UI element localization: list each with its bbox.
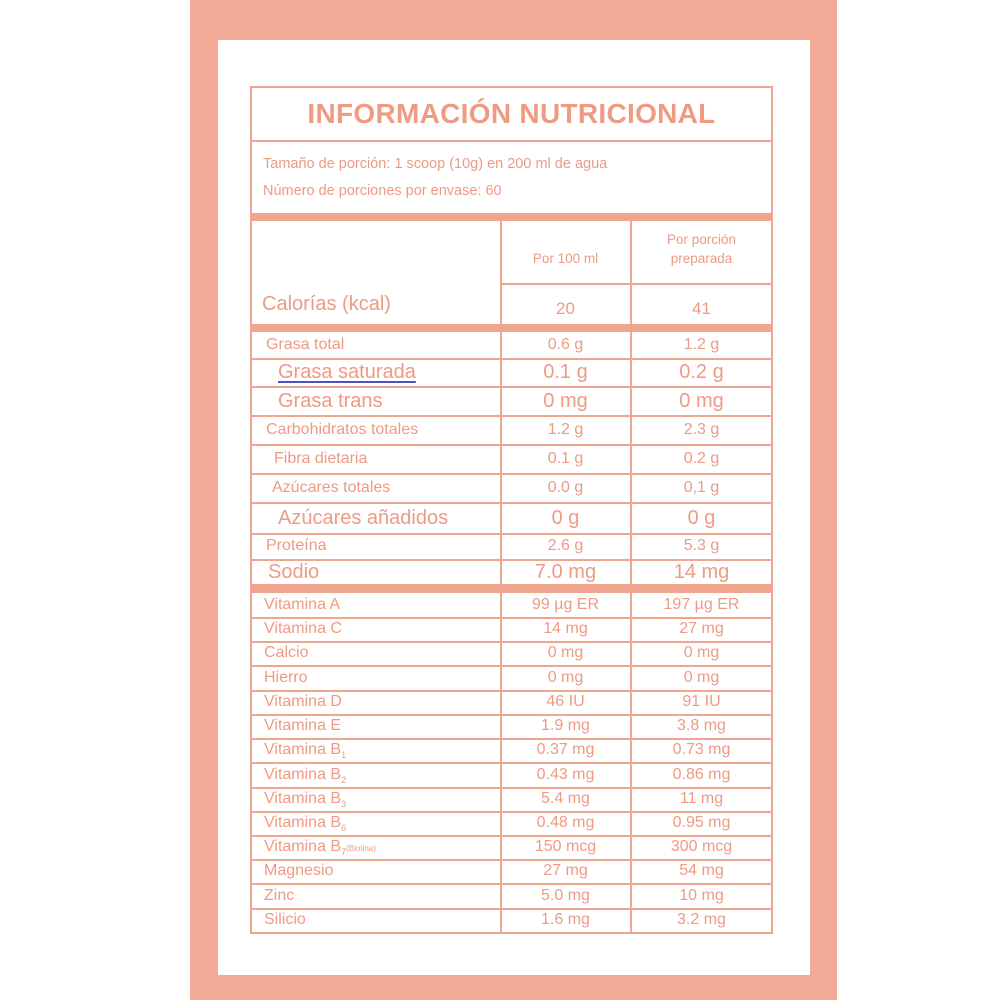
- vitamin-per-serving: 0 mg: [683, 669, 720, 686]
- nutrient-per-serving: 2.3 g: [683, 421, 720, 438]
- nutrient-per-100: 0.1 g: [543, 361, 588, 383]
- vitamin-per-100: 0.37 mg: [536, 741, 595, 758]
- vitamin-name: Vitamina E: [264, 717, 342, 734]
- vitamin-per-serving: 0.86 mg: [672, 766, 731, 783]
- vitamin-row: [252, 618, 771, 642]
- vitamin-per-serving: 197 µg ER: [663, 596, 740, 613]
- vitamin-per-100: 99 µg ER: [531, 596, 600, 613]
- vitamin-name: Vitamina A: [264, 596, 341, 613]
- vitamin-row: [252, 836, 771, 860]
- nutrient-row: [252, 534, 771, 560]
- nutrient-per-100: 0 g: [551, 507, 580, 529]
- vitamin-per-100: 27 mg: [543, 862, 588, 879]
- vitamin-per-serving: 0 mg: [683, 644, 720, 661]
- column-header-per-serving-line2: preparada: [670, 251, 733, 266]
- nutrient-row: [252, 560, 771, 585]
- column-header-per-100: Por 100 ml: [532, 251, 599, 266]
- vitamin-row: [252, 885, 771, 909]
- vitamin-per-serving: 11 mg: [679, 790, 724, 807]
- nutrient-per-100: 2.6 g: [547, 537, 584, 554]
- calories-label: Calorías (kcal): [262, 293, 391, 315]
- nutrient-name: Sodio: [268, 561, 320, 583]
- nutrient-row: [252, 445, 771, 474]
- header-divider: [502, 283, 771, 285]
- vitamin-per-100: 0 mg: [547, 644, 584, 661]
- vitamin-row: [252, 594, 771, 618]
- vitamin-row: [252, 860, 771, 884]
- vitamin-per-100: 1.9 mg: [541, 717, 590, 734]
- vitamin-per-serving: 0.95 mg: [672, 814, 731, 831]
- vitamin-row: [252, 691, 771, 715]
- nutrient-per-serving: 0,1 g: [683, 479, 720, 496]
- vitamin-per-100: 150 mcg: [534, 838, 597, 855]
- nutrient-name: Grasa saturada: [278, 361, 416, 383]
- vitamin-per-serving: 10 mg: [679, 887, 724, 904]
- calories-per-serving: 41: [692, 299, 711, 318]
- vitamin-per-serving: 0.73 mg: [672, 741, 731, 758]
- nutrient-name: Grasa total: [266, 336, 345, 353]
- nutrient-row: [252, 416, 771, 445]
- vitamin-per-100: 46 IU: [546, 693, 585, 710]
- vitamin-row: [252, 788, 771, 812]
- vitamin-per-serving: 300 mcg: [670, 838, 733, 855]
- vitamin-name: Vitamina $B_1$: [264, 741, 347, 761]
- nutrient-per-100: 0.1 g: [547, 450, 584, 467]
- calories-per-100: 20: [556, 299, 575, 318]
- vitamin-row: [252, 764, 771, 788]
- nutrient-per-100: 0 mg: [543, 390, 588, 412]
- nutrient-name: Azúcares totales: [272, 479, 391, 496]
- nutrient-per-serving: 0.2 g: [679, 361, 724, 383]
- nutrient-row: [252, 359, 771, 387]
- column-header-per-serving: [632, 230, 771, 268]
- vitamin-row: [252, 642, 771, 666]
- divider-thick: [252, 324, 771, 332]
- vitamin-name: Vitamina $B_2$: [264, 766, 347, 786]
- vitamin-per-100: 1.6 mg: [541, 911, 590, 928]
- nutrient-per-serving: 5.3 g: [683, 537, 720, 554]
- nutrient-name: Carbohidratos totales: [266, 421, 419, 438]
- vitamin-per-100: 0 mg: [547, 669, 584, 686]
- serving-size: Tamaño de porción: 1 scoop (10g) en 200 ml de agua: [263, 156, 608, 172]
- vitamin-per-100: 5.4 mg: [541, 790, 590, 807]
- nutrient-per-serving: 0.2 g: [683, 450, 720, 467]
- vitamin-name: Silicio: [264, 911, 306, 928]
- vitamin-per-100: 0.43 mg: [536, 766, 595, 783]
- vitamin-name: Vitamina C: [264, 620, 342, 637]
- vitamin-per-100: 0.48 mg: [536, 814, 595, 831]
- vitamin-name: Zinc: [264, 887, 295, 904]
- nutrient-name: Proteína: [266, 537, 327, 554]
- vitamin-row: [252, 909, 771, 933]
- vitamin-name: Vitamina $B_3$: [264, 790, 347, 810]
- vitamin-row: [252, 812, 771, 836]
- vitamin-per-serving: 3.8 mg: [677, 717, 726, 734]
- nutrient-per-100: 0.0 g: [547, 479, 584, 496]
- vitamin-name: Hierro: [264, 669, 308, 686]
- vitamin-row: [252, 739, 771, 763]
- nutrient-per-100: 0.6 g: [547, 336, 584, 353]
- row-divider: [252, 932, 771, 934]
- vitamin-per-serving: 3.2 mg: [677, 911, 726, 928]
- vitamin-name: Vitamina D: [264, 693, 342, 710]
- nutrient-row: [252, 474, 771, 503]
- vitamin-per-100: 14 mg: [543, 620, 588, 637]
- column-header-per-serving-line1: Por porción: [666, 232, 737, 247]
- nutrient-per-100: 1.2 g: [547, 421, 584, 438]
- vitamin-per-serving: 91 IU: [682, 693, 721, 710]
- vitamin-row: [252, 667, 771, 691]
- vitamin-name: Vitamina $B_7(Biotina)$: [264, 838, 376, 858]
- vitamin-per-serving: 54 mg: [679, 862, 724, 879]
- nutrient-name: Grasa trans: [278, 390, 383, 412]
- vitamin-name: Calcio: [264, 644, 309, 661]
- nutrient-per-serving: 1.2 g: [683, 336, 720, 353]
- vitamin-name: Vitamina $B_6$: [264, 814, 347, 834]
- nutrient-row: [252, 503, 771, 534]
- vitamin-row: [252, 715, 771, 739]
- divider-thick: [252, 213, 771, 221]
- vitamin-per-serving: 27 mg: [679, 620, 724, 637]
- nutrient-row: [252, 387, 771, 416]
- nutrient-name: Fibra dietaria: [274, 450, 368, 467]
- vitamin-name: Magnesio: [264, 862, 334, 879]
- divider-thick: [252, 585, 771, 593]
- nutrient-per-serving: 0 mg: [679, 390, 724, 412]
- nutrient-name: Azúcares añadidos: [278, 507, 449, 529]
- nutrient-per-100: 7.0 mg: [534, 561, 597, 583]
- vitamin-per-100: 5.0 mg: [541, 887, 590, 904]
- nutrition-title: INFORMACIÓN NUTRICIONAL: [252, 88, 771, 142]
- nutrient-row: [252, 333, 771, 359]
- servings-per-container: Número de porciones por envase: 60: [263, 183, 502, 199]
- nutrient-per-serving: 0 g: [687, 507, 716, 529]
- nutrient-per-serving: 14 mg: [673, 561, 730, 583]
